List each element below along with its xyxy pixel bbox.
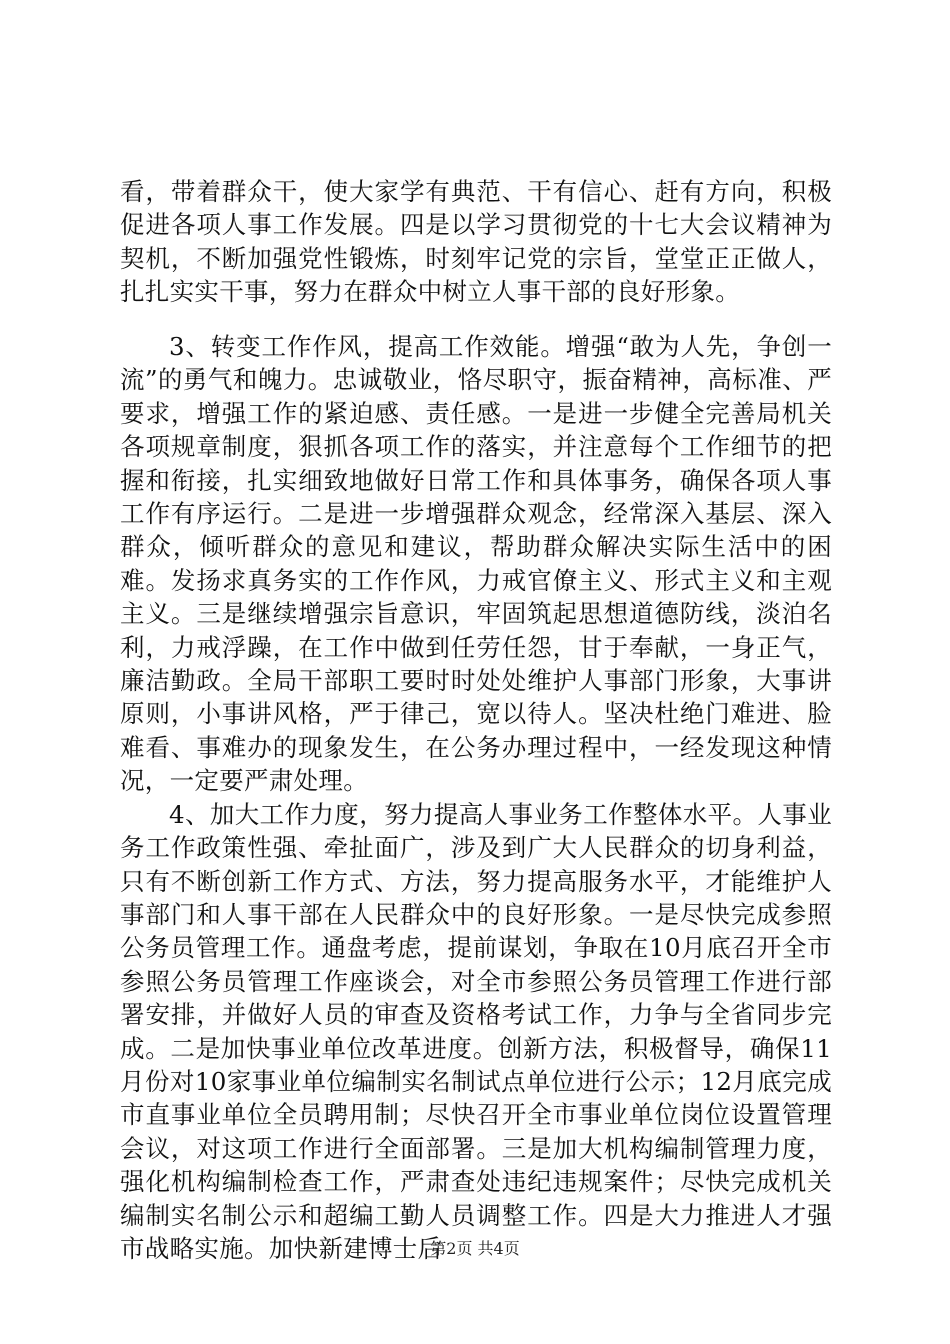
paragraph-3-work-style: 3、转变工作作风，提高工作效能。增强“敢为人先，争创一流”的勇气和魄力。忠诚敬业，恪尽职守，振奋精神，高标准、严要求，增强工作的紧迫感、责任感。一是进一步健全完善局机关各项规章制度，狠抓各项工作的落实，并注意每个工作细节的把握和衔接，扎实细致地做好日常工作和具体事务，确保各项人事工作有序运行。二是进一步增强群众观念，经常深入基层、深入群众，倾听群众的意见和建议，帮助群众解决实际生活中的困难。发扬求真务实的工作作风，力戒官僚主义、形式主义和主观主义。三是继续增强宗旨意识，牢固筑起思想道德防线，淡泊名利，力戒浮躁，在工作中做到任劳任怨，甘于奉献，一身正气，廉洁勤政。全局干部职工要时时处处维护人事部门形象，大事讲原则，小事讲风格，严于律己，宽以待人。坚决杜绝门难进、脸难看、事难办的现象发生，在公务办理过程中，一经发现这种情况，一定要严肃处理。 <box>120 332 832 796</box>
main-paragraph-block <box>120 330 832 1265</box>
paragraph-4-work-intensity: 4、加大工作力度，努力提高人事业务工作整体水平。人事业务工作政策性强、牵扯面广，涉及到广大人民群众的切身利益，只有不断创新工作方式、方法，努力提高服务水平，才能维护人事部门和人事干部在人民群众中的良好形象。一是尽快完成参照公务员管理工作。通盘考虑，提前谋划，争取在10月底召开全市参照公务员管理工作座谈会，对全市参照公务员管理工作进行部署安排，并做好人员的审查及资格考试工作，力争与全省同步完成。二是加快事业单位改革进度。创新方法，积极督导，确保11月份对10家事业单位编制实名制试点单位进行公示；12月底完成市直事业单位全员聘用制；尽快召开全市事业单位岗位设置管理会议，对这项工作进行全面部署。三是加大机构编制管理力度，强化机构编制检查工作，严肃查处违纪违规案件；尽快完成机关编制实名制公示和超编工勤人员调整工作。四是大力推进人才强市战略实施。加快新建博士后 <box>120 799 832 1263</box>
page-number-footer: 第2页 共4页 <box>430 1239 520 1258</box>
continued-paragraph-block <box>120 175 832 309</box>
paragraph-continued: 看，带着群众干，使大家学有典范、干有信心、赶有方向，积极促进各项人事工作发展。四是以学习贯彻党的十七大会议精神为契机，不断加强党性锻炼，时刻牢记党的宗旨，堂堂正正做人，扎扎实实干事，努力在群众中树立人事干部的良好形象。 <box>120 177 832 307</box>
